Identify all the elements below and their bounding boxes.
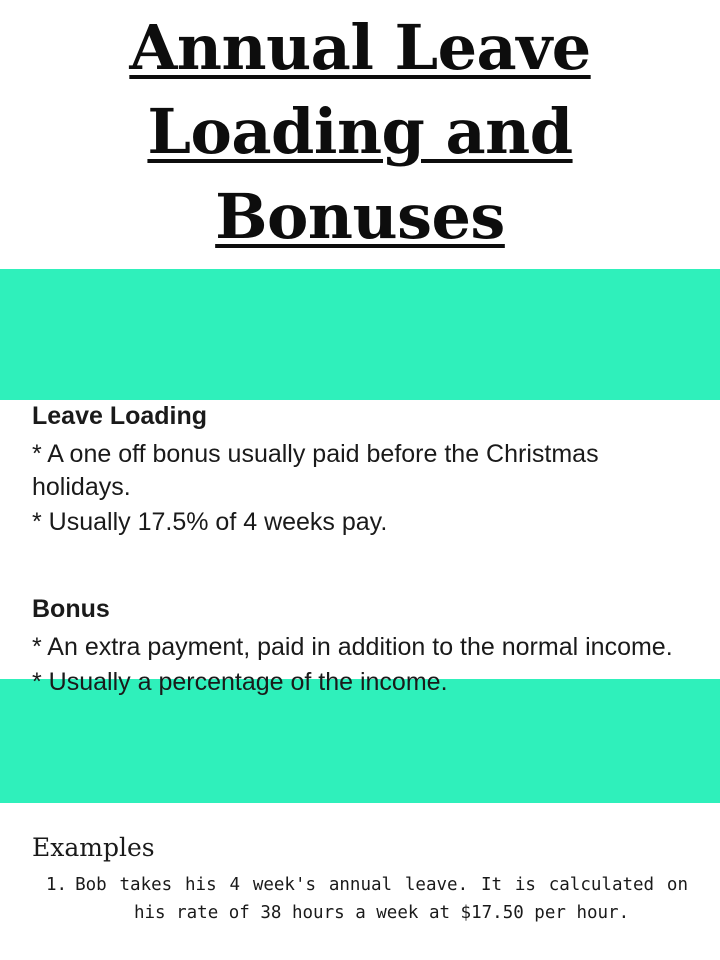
page-title xyxy=(0,0,720,259)
examples-list xyxy=(32,871,688,928)
bullet-bonus-1: * An extra payment, paid in addition to the normal income. xyxy=(32,632,673,661)
title-line-1-text: Annual Leave xyxy=(129,11,591,84)
section-leave-loading xyxy=(32,400,688,539)
section-heading-bonus: Bonus xyxy=(32,594,110,623)
example-text: Bob takes his 4 week's annual leave. It is calculated on his rate of 38 hours a week at $17.50 per hour. xyxy=(75,875,688,924)
body-content xyxy=(0,400,720,725)
title-line-2-text: Loading and xyxy=(147,95,573,169)
title-line-2 xyxy=(0,90,720,174)
section-heading-leave-loading: Leave Loading xyxy=(32,402,208,430)
bullet-leave-loading-2: * Usually 17.5% of 4 weeks pay. xyxy=(32,507,388,536)
title-line-3-text: Bonuses xyxy=(215,179,505,253)
examples-section xyxy=(0,833,720,928)
bullet-leave-loading-1: * A one off bonus usually paid before the Christmas holidays. xyxy=(32,439,599,501)
examples-heading: Examples xyxy=(32,833,155,862)
section-bonus xyxy=(32,593,688,699)
bullet-bonus-2: * Usually a percentage of the income. xyxy=(32,667,448,696)
title-line-3 xyxy=(0,175,720,259)
teal-band-top xyxy=(0,269,720,400)
section-spacer xyxy=(32,565,688,593)
list-item xyxy=(32,871,688,928)
title-line-1 xyxy=(0,6,720,90)
example-number: 1. xyxy=(46,875,68,895)
